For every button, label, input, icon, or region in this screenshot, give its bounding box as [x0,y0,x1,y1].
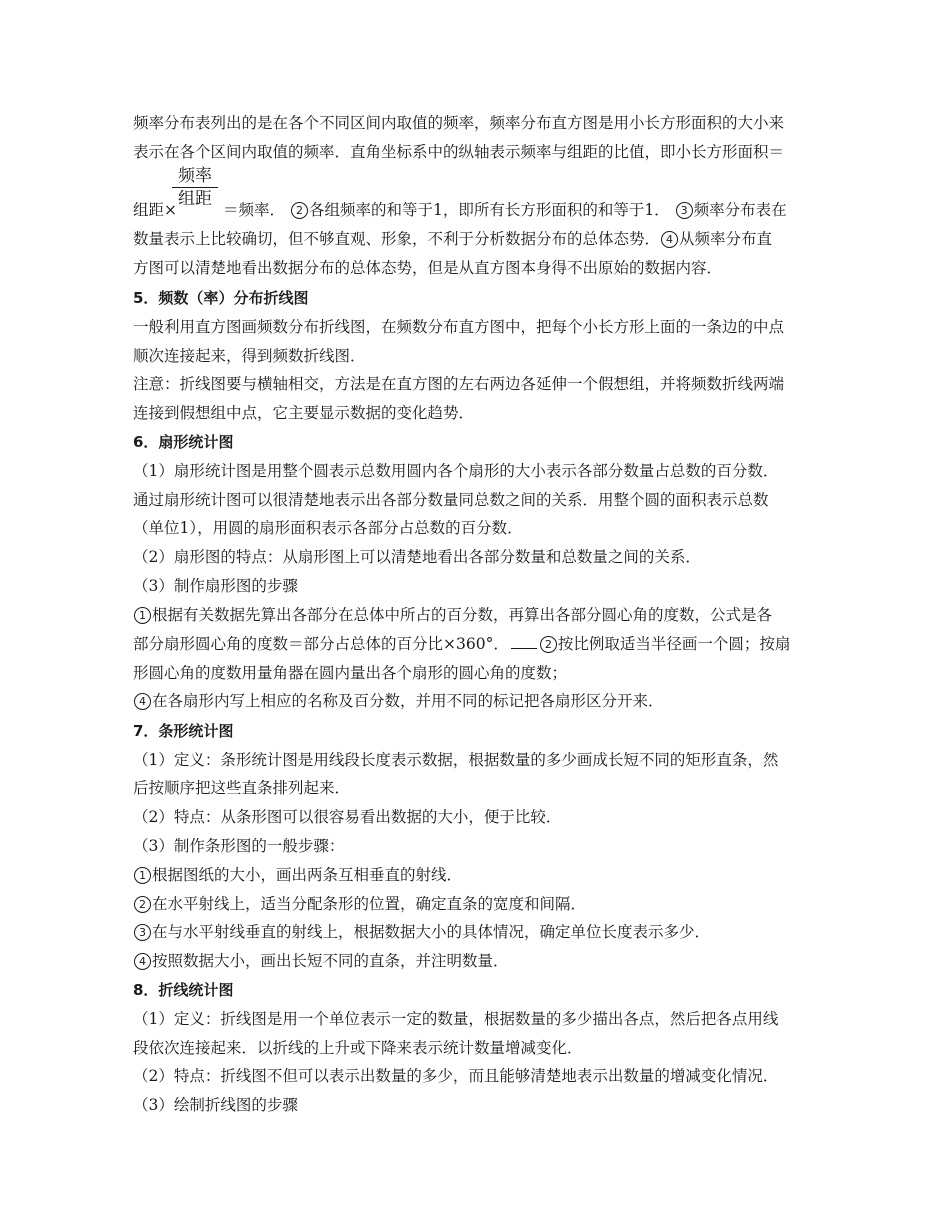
text-line: （1）定义：条形统计图是用线段长度表示数据，根据数量的多少画成长短不同的矩形直条，然 [133,751,779,769]
text-segment: 在水平射线上，适当分配条形的位置，确定直条的宽度和间隔． [152,895,587,913]
circled-number-4: 4 [661,231,678,248]
text-line [133,894,823,914]
text-line [133,229,823,249]
text-line: （2）扇形图的特点：从扇形图上可以清楚地看出各部分数量和总数量之间的关系． [133,548,701,566]
text-segment: 部分扇形圆心角的度数＝部分占总体的百分比×360°． [133,635,509,653]
text-segment: 组距× [133,201,177,219]
text-line: 形圆心角的度数用量角器在圆内量出各个扇形的圆心角的度数； [133,664,568,682]
text-line: （3）绘制折线图的步骤 [133,1096,298,1114]
text-line [133,951,823,971]
text-line: 频率分布表列出的是在各个不同区间内取值的频率，频率分布直方图是用小长方形面积的大小来 [133,114,785,132]
text-line [133,634,823,654]
text-line [133,865,823,885]
text-line: 连接到假想组中点，它主要显示数据的变化趋势． [133,404,475,422]
circled-number-2: 2 [291,202,308,219]
text-line: （2）特点：从条形图可以很容易看出数据的大小，便于比较． [133,808,562,826]
fraction-bar [172,187,218,188]
text-segment: 数量表示上比较确切，但不够直观、形象，不利于分析数据分布的总体态势． [133,230,661,248]
text-line [133,691,823,711]
circled-number-4: 4 [134,953,151,970]
circled-number-1: 1 [134,867,151,884]
text-segment: 各组频率的和等于1，即所有长方形面积的和等于1． [308,201,670,219]
text-line: 顺次连接起来，得到频数折线图． [133,347,366,365]
circled-number-1: 1 [134,607,151,624]
circled-number-2: 2 [134,896,151,913]
text-segment: 从频率分布直 [679,230,773,248]
circled-number-2: 2 [540,636,557,653]
text-segment: 频率分布表在 [693,201,787,219]
text-line: 段依次连接起来．以折线的上升或下降来表示统计数量增减变化． [133,1039,583,1057]
text-segment: 根据图纸的大小，画出两条互相垂直的射线． [152,866,463,884]
text-line: 通过扇形统计图可以很清楚地表示出各部分数量同总数之间的关系．用整个圆的面积表示总数 [133,491,769,509]
circled-number-4: 4 [134,693,151,710]
circled-number-3: 3 [676,202,693,219]
fraction-numerator: 频率 [178,166,212,186]
text-line: 表示在各个区间内取值的频率．直角坐标系中的纵轴表示频率与组距的比值，即小长方形面积＝ [133,143,785,161]
section-heading-8: 8．折线统计图 [133,981,234,999]
text-line: （3）制作条形图的一般步骤： [133,837,345,855]
text-segment: 按照数据大小，画出长短不同的直条，并注明数量． [152,952,509,970]
fill-blank [511,634,537,649]
circled-number-3: 3 [134,924,151,941]
text-segment: 在各扇形内写上相应的名称及百分数，并用不同的标记把各扇形区分开来． [152,692,664,710]
text-segment: 在与水平射线垂直的射线上，根据数据大小的具体情况，确定单位长度表示多少． [152,923,711,941]
text-line: （1）扇形统计图是用整个圆表示总数用圆内各个扇形的大小表示各部分数量占总数的百分数． [133,462,779,480]
text-line [133,200,823,220]
text-line: 一般利用直方图画频数分布折线图，在频数分布直方图中，把每个小长方形上面的一条边的中点 [133,318,785,336]
text-line: 方图可以清楚地看出数据分布的总体态势，但是从直方图本身得不出原始的数据内容． [133,259,723,277]
text-line: （2）特点：折线图不但可以表示出数量的多少，而且能够清楚地表示出数量的增减变化情况． [133,1067,779,1085]
section-heading-5: 5．频数（率）分布折线图 [133,289,309,307]
text-line: （3）制作扇形图的步骤 [133,577,298,595]
text-line [133,605,823,625]
section-heading-6: 6．扇形统计图 [133,433,234,451]
text-line: 后按顺序把这些直条排列起来． [133,779,351,797]
text-line [133,922,823,942]
section-heading-7: 7．条形统计图 [133,722,234,740]
text-segment: 按比例取适当半径画一个圆；按扇 [557,635,791,653]
text-line: 注意：折线图要与横轴相交，方法是在直方图的左右两边各延伸一个假想组，并将频数折线两端 [133,375,785,393]
text-line: （单位1），用圆的扇形面积表示各部分占总数的百分数． [133,519,523,537]
text-segment: 根据有关数据先算出各部分在总体中所占的百分数，再算出各部分圆心角的度数，公式是各 [152,606,773,624]
text-line: （1）定义：折线图是用一个单位表示一定的数量，根据数量的多少描出各点，然后把各点用线 [133,1010,779,1028]
text-segment: ＝频率． [223,201,286,219]
fraction-denominator: 组距 [178,189,212,209]
